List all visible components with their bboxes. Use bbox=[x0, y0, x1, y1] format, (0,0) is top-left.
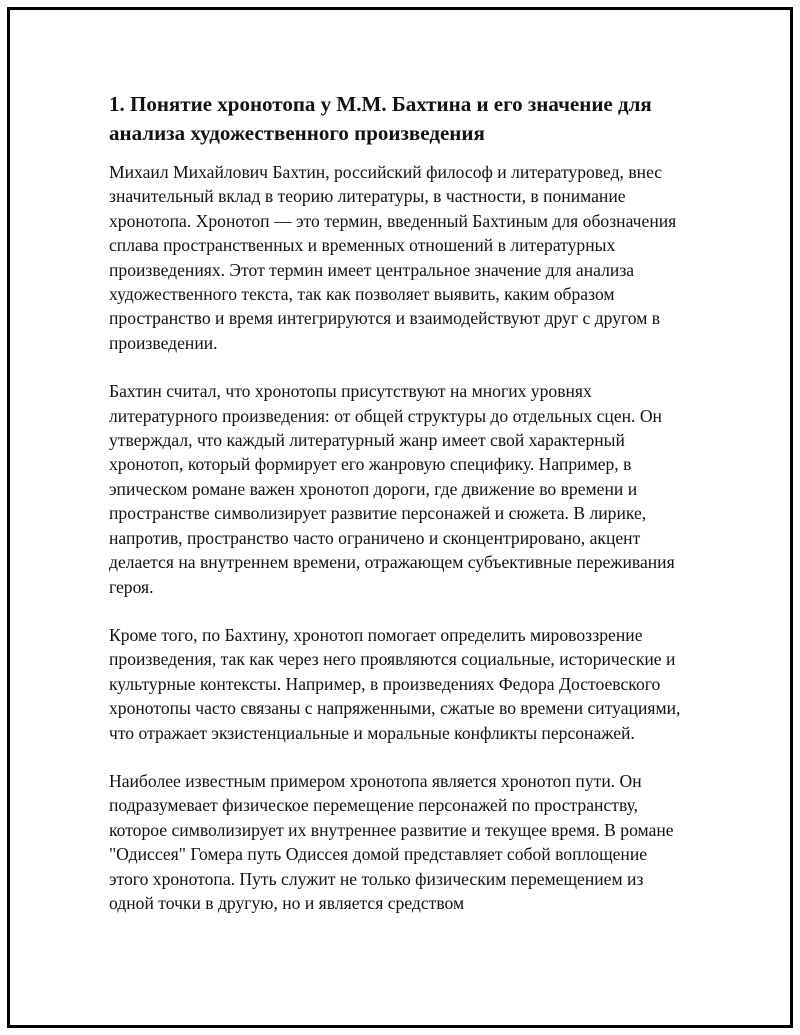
paragraph-4: Наиболее известным примером хронотопа является хронотоп пути. Он подразумевает физическое перемещение персонажей по пространству, которое символизирует их внутреннее развитие и текущее время. В романе "Одиссея" Гомера путь Одиссея домой представляет собой воплощение этого хронотопа. Путь служит не только физическим перемещением из одной точки в другую, но и является средством bbox=[109, 770, 674, 913]
paragraph-2: Бахтин считал, что хронотопы присутствуют на многих уровнях литературного произведения: от общей структуры до отдельных сцен. Он утверждал, что каждый литературный жанр имеет свой характерный хронотоп, который формирует его жанровую специфику. Например, в эпическом романе важен хронотоп дороги, где движение во времени и пространстве символизирует развитие персонажей и сюжета. В лирике, напротив, пространство часто ограничено и сконцентрировано, акцент делается на внутреннем времени, отражающем субъективные переживания героя. bbox=[109, 381, 675, 597]
document-body bbox=[109, 90, 681, 939]
paragraph-1: Михаил Михайлович Бахтин, российский философ и литературовед, внес значительный вклад в теорию литературы, в частности, в понимание хронотопа. Хронотоп — это термин, введенный Бахтиным для обозначения сплава пространственных и временных отношений в литературных произведениях. Этот термин имеет центральное значение для анализа художественного текста, так как позволяет выявить, каким образом пространство и время интегрируются и взаимодействуют друг с другом в произведении. bbox=[109, 162, 677, 353]
paragraph-3: Кроме того, по Бахтину, хронотоп помогает определить мировоззрение произведения, так как через него проявляются социальные, исторические и культурные контексты. Например, в произведениях Федора Достоевского хронотопы часто связаны с напряженными, сжатые во времени ситуациями, что отражает экзистенциальные и моральные конфликты персонажей. bbox=[109, 624, 681, 743]
section-heading: 1. Понятие хронотопа у М.М. Бахтина и его значение для анализа художественного произведения bbox=[109, 92, 652, 145]
